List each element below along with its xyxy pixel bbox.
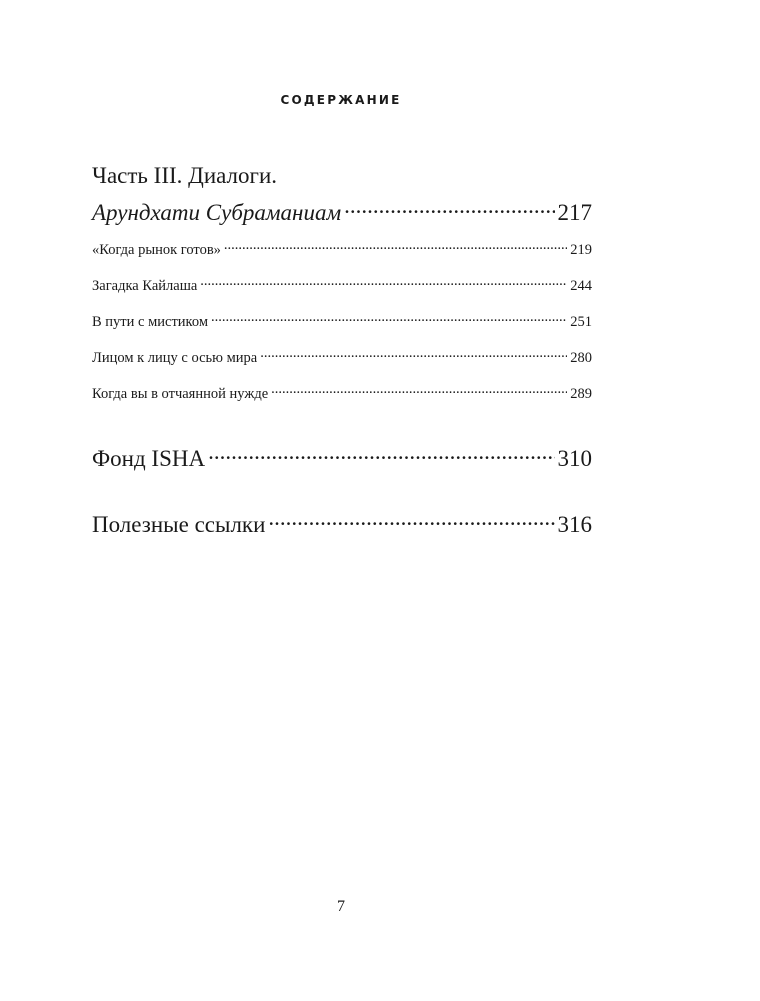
- toc-entry-page: 289: [570, 386, 592, 402]
- dot-leader: [344, 198, 554, 220]
- toc-entry-label: В пути с мистиком: [92, 314, 209, 330]
- toc-entry-label: Арундхати Субраманиам: [92, 200, 342, 225]
- toc-entry: [92, 312, 592, 331]
- part-title: Часть III. Диалоги.: [92, 163, 278, 188]
- dot-leader: [208, 444, 554, 466]
- toc-entry-page: 251: [570, 314, 592, 330]
- toc-entry: [92, 240, 592, 259]
- toc-entry-page: 310: [557, 446, 592, 471]
- page-number: 7: [337, 898, 345, 915]
- toc-entry: [92, 510, 592, 539]
- toc-entry-label: Фонд ISHA: [92, 446, 206, 471]
- dot-leader: [271, 384, 567, 398]
- toc-entry-page: 244: [570, 278, 592, 294]
- toc-entry: [92, 348, 592, 367]
- dot-leader: [224, 240, 567, 254]
- toc-entry: [92, 384, 592, 403]
- toc-entry: [92, 198, 592, 227]
- toc-entry: [92, 276, 592, 295]
- toc-entry-label: Лицом к лицу с осью мира: [92, 350, 258, 366]
- toc-entry-page: 280: [570, 350, 592, 366]
- toc-entry-label: Загадка Кайлаша: [92, 278, 198, 294]
- toc-entry-label: Когда вы в отчаянной нужде: [92, 386, 269, 402]
- dot-leader: [211, 312, 567, 326]
- toc-entry-page: 219: [570, 242, 592, 258]
- toc-entry-page: 217: [557, 200, 592, 225]
- toc-entry-page: 316: [557, 512, 592, 537]
- toc-entry-label: «Когда рынок готов»: [92, 242, 221, 258]
- page-title: СОДЕРЖАНИЕ: [280, 93, 402, 107]
- dot-leader: [200, 276, 567, 290]
- dot-leader: [268, 510, 554, 532]
- toc-entry-label: Полезные ссылки: [92, 512, 266, 537]
- dot-leader: [260, 348, 567, 362]
- toc-entry: [92, 444, 592, 473]
